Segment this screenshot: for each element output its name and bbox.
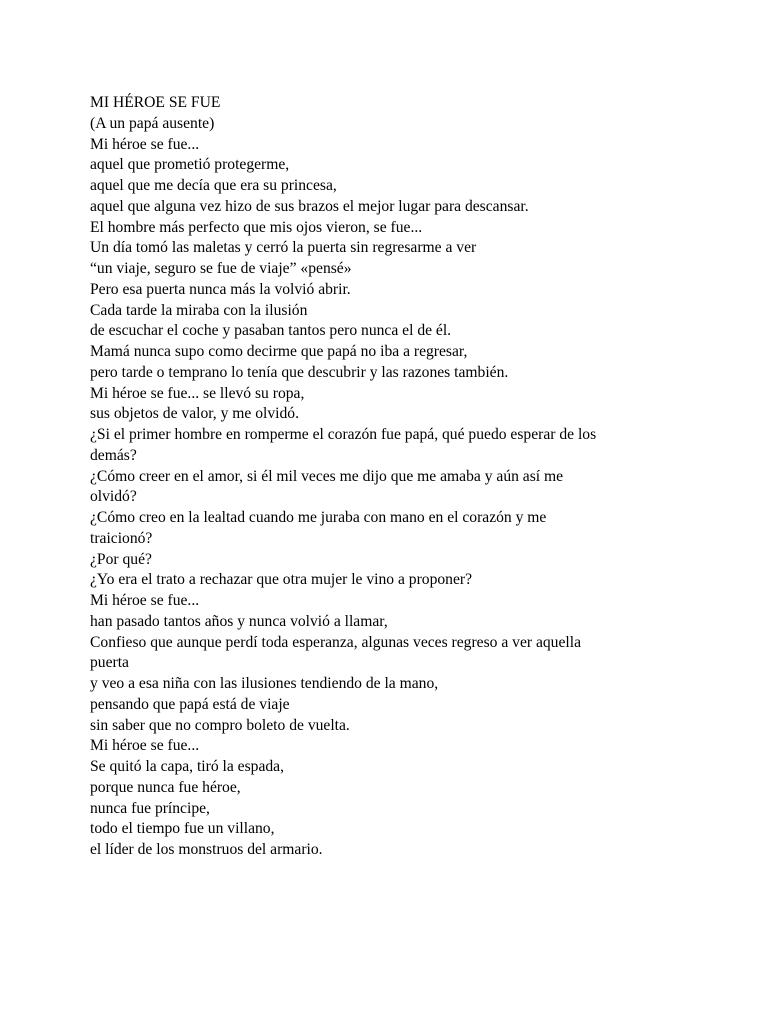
poem-line: Mi héroe se fue... se llevó su ropa, — [90, 384, 305, 402]
poem-line: de escuchar el coche y pasaban tantos pero nunca el de él. — [90, 322, 452, 340]
poem-line: aquel que alguna vez hizo de sus brazos el mejor lugar para descansar. — [90, 197, 529, 215]
poem-line: el líder de los monstruos del armario. — [90, 841, 323, 858]
poem-line: han pasado tantos años y nunca volvió a llamar, — [90, 612, 388, 630]
poem-line: aquel que prometió protegerme, — [90, 156, 290, 174]
poem-line: ¿Yo era el trato a rechazar que otra mujer le vino a proponer? — [90, 571, 473, 589]
poem-line: ¿Cómo creer en el amor, si él mil veces me dijo que me amaba y aún así me — [90, 467, 564, 485]
poem-line: todo el tiempo fue un villano, — [90, 820, 275, 838]
poem-line: Mi héroe se fue... — [90, 737, 200, 755]
poem-line: Pero esa puerta nunca más la volvió abrir. — [90, 280, 351, 298]
poem-line: ¿Cómo creo en la lealtad cuando me juraba con mano en el corazón y me — [90, 509, 547, 526]
poem-line: pensando que papá está de viaje — [90, 695, 290, 713]
poem-line: sus objetos de valor, y me olvidó. — [90, 405, 300, 423]
poem-line: nunca fue príncipe, — [90, 799, 210, 817]
poem-text — [90, 93, 650, 861]
poem-line: El hombre más perfecto que mis ojos vieron, se fue... — [90, 218, 423, 236]
poem-line: Mi héroe se fue... — [90, 135, 200, 153]
poem-line: demás? — [90, 446, 137, 464]
poem-line: olvidó? — [90, 488, 137, 506]
poem-line: Un día tomó las maletas y cerró la puerta sin regresarme a ver — [90, 239, 477, 257]
poem-dedication: (A un papá ausente) — [90, 114, 215, 132]
poem-line: ¿Por qué? — [90, 550, 152, 568]
poem-line: Mi héroe se fue... — [90, 592, 200, 609]
poem-line: Mamá nunca supo como decirme que papá no iba a regresar, — [90, 343, 468, 360]
poem-line: pero tarde o temprano lo tenía que descubrir y las razones también. — [90, 363, 509, 381]
poem-line: y veo a esa niña con las ilusiones tendiendo de la mano, — [90, 675, 439, 692]
poem-line: Cada tarde la miraba con la ilusión — [90, 301, 308, 319]
poem-line: porque nunca fue héroe, — [90, 778, 241, 796]
poem-line: aquel que me decía que era su princesa, — [90, 177, 337, 194]
poem-line: ¿Si el primer hombre en romperme el corazón fue papá, qué puedo esperar de los — [90, 426, 597, 443]
poem-line: puerta — [90, 654, 129, 672]
poem-line: sin saber que no compro boleto de vuelta. — [90, 716, 350, 734]
poem-line: traicionó? — [90, 529, 153, 547]
poem-line: Se quitó la capa, tiró la espada, — [90, 758, 284, 775]
poem-line: “un viaje, seguro se fue de viaje” «pensé» — [90, 260, 352, 277]
poem-line: Confieso que aunque perdí toda esperanza, algunas veces regreso a ver aquella — [90, 633, 581, 651]
poem-title: MI HÉROE SE FUE — [90, 94, 221, 111]
